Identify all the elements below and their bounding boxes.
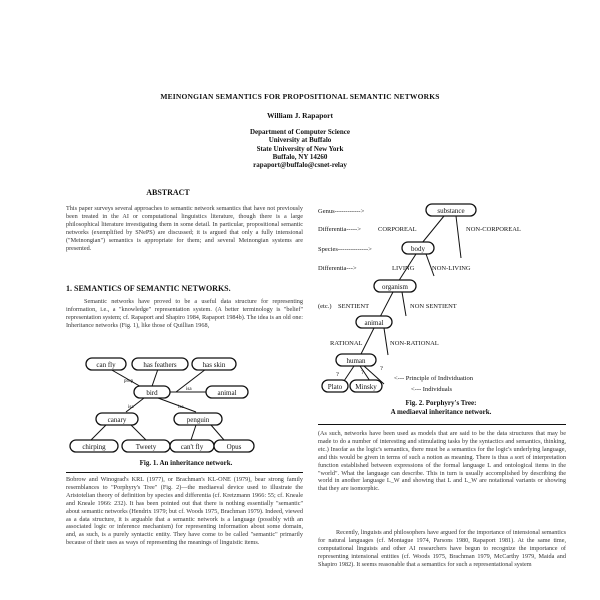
- divider: [318, 424, 566, 425]
- node-plato: Plato: [327, 383, 343, 391]
- edge-label-isa: isa: [186, 387, 192, 392]
- question-mark: ?: [380, 365, 383, 372]
- node-chirping: chirping: [82, 443, 106, 451]
- label-non-sentient: NON SENTIENT: [410, 303, 457, 310]
- body-text-right-1: (As such, networks have been used as models that are said to be the data structures that may be made to do a number of interesting and stimulating tasks by the syntactics and semantics, thinking, etc.) Insofar as the logic's semantics, there must be a semantics for the logic's underlying language, and this would be given in terms of such a notion as meaning. There is thus a sort of interpretation function established between expressions of the formal language L and ontological items in the "world". What the language can describe. This in turn is usually accomplished by describing the world in another language L_W and showing that L and L_W are notational variants or showing that they are isomorphic.: [318, 430, 566, 493]
- node-penguin: penguin: [186, 416, 210, 424]
- body-text-right-2: Recently, linguists and philosophers have argued for the importance of intensional semantics for natural languages (cf. Montague 1974, Parsons 1980, Rapaport 1981). At the same time, computational linguists and other AI researchers have begun to recognize the importance of representing intensional entities (cf. Woods 1975, Brachman 1979, McCarthy 1979, Maida and Shapiro 1982). It seems reasonable that a semantics for such a representational system: [318, 529, 566, 568]
- caption-line: A mediaeval inheritance network.: [390, 408, 492, 416]
- node-substance: substance: [437, 207, 465, 215]
- edge-label-isa: isa: [128, 405, 134, 410]
- node-bird: bird: [146, 389, 158, 397]
- edge-label-isa: isa: [178, 405, 184, 410]
- figure-1-inheritance-network: [66, 352, 306, 462]
- affiliation: [0, 128, 600, 169]
- paper-title: MEINONGIAN SEMANTICS FOR PROPOSITIONAL SEMANTIC NETWORKS: [160, 92, 440, 101]
- node-tweety: Tweety: [135, 443, 157, 451]
- node-animal: animal: [364, 319, 384, 327]
- label-etc: (etc.): [318, 303, 332, 310]
- node-canary: canary: [107, 416, 127, 424]
- node-has-feathers: has feathers: [143, 361, 177, 369]
- caption-line: Fig. 2. Porphyry's Tree:: [405, 399, 477, 407]
- label-corporeal: CORPOREAL: [378, 226, 417, 233]
- affil-line: University at Buffalo: [268, 136, 332, 145]
- edge-label-prop: prop: [124, 379, 134, 384]
- affil-line: Department of Computer Science: [250, 128, 350, 136]
- affil-line: State University of New York: [256, 144, 344, 153]
- label-differentia: Differentia--->: [318, 265, 357, 272]
- node-animal: animal: [217, 389, 237, 397]
- node-opus: Opus: [226, 443, 242, 451]
- figure-2-porphyrys-tree: [316, 198, 576, 398]
- node-minsky: Minsky: [355, 383, 377, 391]
- question-mark: ?: [361, 369, 364, 376]
- abstract-heading: ABSTRACT: [146, 188, 190, 197]
- label-genus: Genus------------>: [318, 208, 365, 215]
- author: William J. Rapaport: [267, 111, 333, 120]
- section-heading: 1. SEMANTICS OF SEMANTIC NETWORKS.: [66, 284, 231, 293]
- node-can-fly: can fly: [96, 361, 116, 369]
- divider: [66, 472, 303, 473]
- abstract-text: This paper surveys several approaches to semantic network semantics that have not previously been treated in the AI or computational linguistics literature, though there is a large philosophical literature investigating them in some detail. In particular, propositional semantic networks (exemplified by SNePS) are discussed; it is argued that only a fully intensional ("Meinongian") semantics is appropriate for them; and several Meinongian systems are presented.: [66, 205, 303, 252]
- label-non-rational: NON-RATIONAL: [390, 340, 439, 347]
- node-has-skin: has skin: [202, 361, 226, 369]
- figure-1-caption: Fig. 1. An inheritance network.: [139, 459, 233, 467]
- affil-line: Buffalo, NY 14260: [272, 152, 328, 161]
- label-differentia: Differentia----->: [318, 226, 361, 233]
- node-organism: organism: [382, 283, 408, 291]
- figure-2-caption: [316, 399, 566, 417]
- label-species: Species-------------->: [318, 246, 372, 253]
- node-cant-fly: can't fly: [180, 443, 204, 451]
- node-body: body: [411, 245, 425, 253]
- affil-line: rapaport@buffalo@csnet-relay: [253, 161, 347, 170]
- section-text: Semantic networks have proved to be a useful data structure for representing information, i.e., a "knowledge" representation system. (A better terminology is "belief" representation system; cf. Rapaport and Shapiro 1984, Rapaport 1984b). The idea is an old one: Inheritance networks (Fig. 1), like those of Quillian 1968,: [66, 298, 303, 329]
- label-living: LIVING: [392, 265, 415, 272]
- label-non-living: NON-LIVING: [432, 265, 471, 272]
- body-text-left: Bobrow and Winograd's KRL (1977), or Brachman's KL-ONE (1979), bear strong family resemblances to "Porphyry's Tree" (Fig. 2)—the mediaeval device used to illustrate the Aristotelian theory of definition by species and differentia (cf. Kretzmann 1966: 55; cf. Kneale and Kneale 1966: 232). It has been pointed out that there is nothing essentially "semantic" about semantic networks (Hendrix 1979; but cf. Woods 1975, Brachman 1979). Indeed, viewed as a data structure, it is arguable that a semantic network is a language (possibly with an associated logic or inference mechanism) for representing information about some domain, and, as such, is a purely syntactic entity. They have come to be called "semantic" primarily because of their uses as ways of representing the meanings of linguistic items.: [66, 476, 303, 547]
- label-non-corporeal: NON-CORPOREAL: [466, 226, 521, 233]
- label-individuation: <--- Principle of Individuation: [394, 375, 473, 382]
- label-individuals: <--- Individuals: [411, 386, 453, 393]
- label-rational: RATIONAL: [330, 340, 363, 347]
- label-sentient: SENTIENT: [338, 303, 370, 310]
- question-mark: ?: [336, 371, 339, 378]
- node-human: human: [346, 357, 366, 365]
